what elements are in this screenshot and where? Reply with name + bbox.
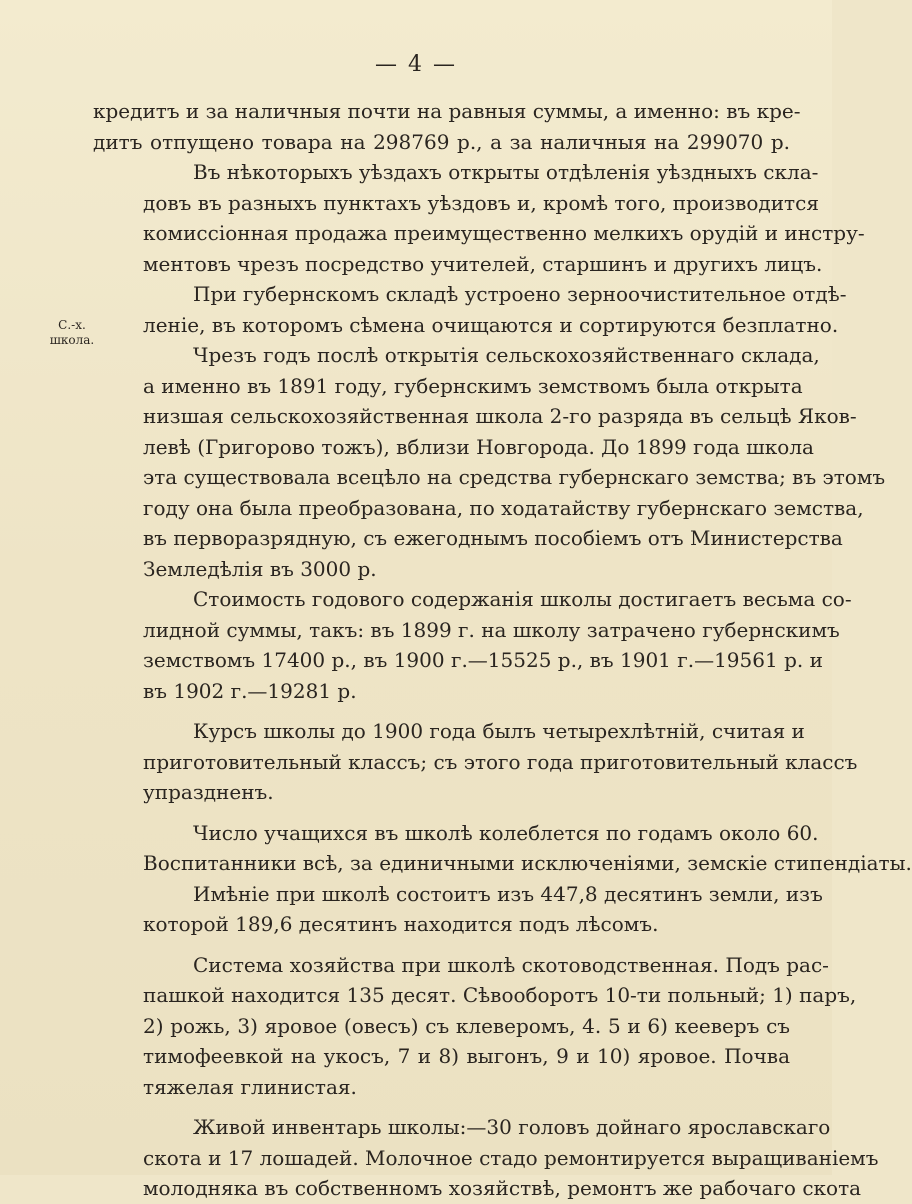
text-line: леніе, въ которомъ сѣмена очищаются и сортируются безплатно.	[143, 312, 839, 337]
paragraph	[93, 1112, 879, 1204]
text-line: Чрезъ годъ послѣ открытія сельскохозяйственнаго склада,	[193, 343, 820, 367]
page-number: — 4 —	[375, 52, 457, 77]
text-line: пашкой находится 135 десят. Сѣвооборотъ 10-ти польный; 1) паръ,	[143, 983, 857, 1007]
text-line: Земледѣлія въ 3000 р.	[143, 556, 377, 581]
text-line: довъ въ разныхъ пунктахъ уѣздовъ и, кромѣ того, производится	[143, 190, 819, 215]
paragraph	[93, 584, 852, 706]
text-line: которой 189,6 десятинъ находится подъ лѣсомъ.	[143, 912, 659, 936]
text-line: приготовительный классъ; съ этого года приготовительный классъ	[143, 749, 858, 774]
text-line: Система хозяйства при школѣ скотоводственная. Подъ рас-	[193, 952, 829, 977]
text-line: кредитъ и за наличныя почти на равныя суммы, а именно: въ кре-	[93, 99, 801, 123]
margin-note: С.-х. школа.	[49, 318, 95, 347]
text-line: лидной суммы, такъ: въ 1899 г. на школу затрачено губернскимъ	[143, 617, 840, 642]
text-line: молодняка въ собственномъ хозяйствѣ, ремонтъ же рабочаго скота	[143, 1176, 862, 1200]
text-line: дитъ отпущено товара на 298769 р., а за наличныя на 299070 р.	[93, 129, 790, 154]
text-line: въ перворазрядную, съ ежегоднымъ пособіемъ отъ Министерства	[143, 526, 843, 550]
paragraph	[93, 340, 886, 584]
text-line: Живой инвентарь школы:—30 головъ дойнаго ярославскаго	[193, 1115, 831, 1139]
text-line: тяжелая глинистая.	[143, 1074, 357, 1099]
paragraph	[93, 157, 865, 279]
text-line: левѣ (Григорово тожъ), вблизи Новгорода. До 1899 года школа	[143, 434, 814, 459]
text-line: Воспитанники всѣ, за единичными исключеніями, земскіе стипендіаты.	[143, 851, 912, 875]
text-line: эта существовала всецѣло на средства губернскаго земства; въ этомъ	[143, 465, 886, 489]
text-line: комиссіонная продажа преимущественно мелкихъ орудій и инстру-	[143, 221, 865, 245]
paragraph	[93, 879, 823, 940]
text-line: году она была преобразована, по ходатайству губернскаго земства,	[143, 495, 864, 520]
text-line: тимофеевкой на укосъ, 7 и 8) выгонъ, 9 и 10) яровое. Почва	[143, 1044, 790, 1068]
text-line: 2) рожь, 3) яровое (овесъ) съ клеверомъ, 4. 5 и 6) кееверъ съ	[143, 1013, 790, 1038]
paragraph	[93, 950, 857, 1103]
text-line: низшая сельскохозяйственная школа 2-го разряда въ сельцѣ Яков-	[143, 404, 857, 428]
paragraph	[93, 818, 912, 879]
text-line: Курсъ школы до 1900 года былъ четырехлѣтній, считая и	[193, 719, 805, 743]
text-line: Въ нѣкоторыхъ уѣздахъ открыты отдѣленія уѣздныхъ скла-	[193, 160, 819, 184]
text-line: а именно въ 1891 году, губернскимъ земствомъ была открыта	[143, 373, 803, 398]
text-line: Имѣніе при школѣ состоитъ изъ 447,8 десятинъ земли, изъ	[193, 881, 823, 906]
text-line: въ 1902 г.—19281 р.	[143, 678, 357, 703]
text-line: земствомъ 17400 р., въ 1900 г.—15525 р., въ 1901 г.—19561 р. и	[143, 648, 823, 672]
text-line: Стоимость годового содержанія школы достигаетъ весьма со-	[193, 587, 852, 611]
paragraph	[93, 279, 847, 340]
text-line: скота и 17 лошадей. Молочное стадо ремонтируется выращиваніемъ	[143, 1145, 879, 1170]
text-line: упраздненъ.	[143, 780, 274, 804]
paragraph	[93, 96, 801, 157]
paragraph	[93, 716, 858, 808]
text-line: ментовъ чрезъ посредство учителей, старшинъ и другихъ лицъ.	[143, 251, 823, 276]
text-line: Число учащихся въ школѣ колеблется по годамъ около 60.	[193, 820, 819, 845]
body-text	[93, 96, 912, 1204]
text-line: При губернскомъ складѣ устроено зерноочистительное отдѣ-	[193, 282, 847, 306]
